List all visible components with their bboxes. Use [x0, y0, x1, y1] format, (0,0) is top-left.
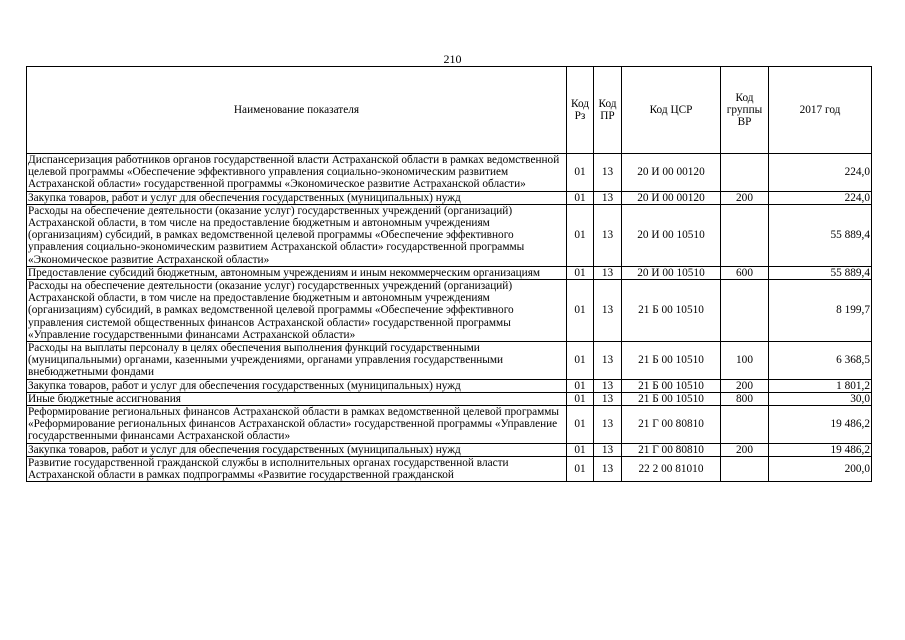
table-row	[27, 204, 872, 266]
table-row	[27, 379, 872, 392]
row-pr-cell: 13	[594, 191, 622, 204]
row-amount-cell: 224,0	[769, 191, 872, 204]
row-name-cell: Закупка товаров, работ и услуг для обеспечения государственных (муниципальных) нужд	[27, 379, 567, 392]
header-pr: Код ПР	[594, 67, 622, 154]
row-amount-cell: 55 889,4	[769, 204, 872, 266]
row-vr-cell	[721, 204, 769, 266]
row-name-cell: Закупка товаров, работ и услуг для обеспечения государственных (муниципальных) нужд	[27, 191, 567, 204]
row-csr-cell: 20 И 00 00120	[622, 191, 721, 204]
row-amount-cell: 55 889,4	[769, 266, 872, 279]
row-pr-cell: 13	[594, 443, 622, 456]
row-csr-cell: 21 Г 00 80810	[622, 443, 721, 456]
row-vr-cell	[721, 406, 769, 444]
table-row	[27, 392, 872, 405]
row-pr-cell: 13	[594, 280, 622, 342]
row-name-cell: Диспансеризация работников органов государственной власти Астраханской области в рамках ведомственной целевой программы «Обеспечение эффективного управления социально-экономическим развитием Астраханской области» государственной программы «Экономическое развитие Астраханской области»	[27, 154, 567, 192]
budget-table	[26, 66, 872, 482]
table-header-row	[27, 67, 872, 154]
row-vr-cell	[721, 280, 769, 342]
row-rz-cell: 01	[567, 406, 594, 444]
row-pr-cell: 13	[594, 456, 622, 481]
header-rz: Код Рз	[567, 67, 594, 154]
row-vr-cell	[721, 154, 769, 192]
row-rz-cell: 01	[567, 456, 594, 481]
row-csr-cell: 21 Б 00 10510	[622, 379, 721, 392]
row-amount-cell: 30,0	[769, 392, 872, 405]
row-amount-cell: 224,0	[769, 154, 872, 192]
row-name-cell: Расходы на выплаты персоналу в целях обеспечения выполнения функций государственными (муниципальными) органами, казенными учреждениями, органами управления государственными внебюджетными фондами	[27, 342, 567, 380]
header-csr: Код ЦСР	[622, 67, 721, 154]
row-rz-cell: 01	[567, 154, 594, 192]
row-rz-cell: 01	[567, 191, 594, 204]
row-rz-cell: 01	[567, 280, 594, 342]
row-name-cell: Иные бюджетные ассигнования	[27, 392, 567, 405]
row-amount-cell: 6 368,5	[769, 342, 872, 380]
row-pr-cell: 13	[594, 406, 622, 444]
row-rz-cell: 01	[567, 342, 594, 380]
table-row	[27, 443, 872, 456]
row-name-cell: Расходы на обеспечение деятельности (оказание услуг) государственных учреждений (организаций) Астраханской области, в том числе на предоставление бюджетным и автономным учреждениям (организациям) субсидий, в рамках ведомственной целевой программы «Обеспечение эффективного управления социально-экономическим развитием Астраханской области» государственной программы «Экономическое развитие Астраханской области»	[27, 204, 567, 266]
row-csr-cell: 21 Б 00 10510	[622, 342, 721, 380]
row-name-cell: Расходы на обеспечение деятельности (оказание услуг) государственных учреждений (организаций) Астраханской области, в том числе на предоставление бюджетным и автономным учреждениям (организациям) субсидий, в рамках ведомственной целевой программы «Обеспечение эффективного управления системой общественных финансов Астраханской области» государственной программы «Управление государственными финансами Астраханской области»	[27, 280, 567, 342]
row-csr-cell: 21 Б 00 10510	[622, 392, 721, 405]
row-amount-cell: 19 486,2	[769, 406, 872, 444]
row-pr-cell: 13	[594, 392, 622, 405]
row-vr-cell: 100	[721, 342, 769, 380]
row-vr-cell	[721, 456, 769, 481]
row-rz-cell: 01	[567, 392, 594, 405]
row-csr-cell: 21 Б 00 10510	[622, 280, 721, 342]
row-pr-cell: 13	[594, 342, 622, 380]
table-row	[27, 191, 872, 204]
row-pr-cell: 13	[594, 154, 622, 192]
row-vr-cell: 600	[721, 266, 769, 279]
row-amount-cell: 19 486,2	[769, 443, 872, 456]
table-row	[27, 456, 872, 481]
row-amount-cell: 200,0	[769, 456, 872, 481]
row-vr-cell: 800	[721, 392, 769, 405]
row-vr-cell: 200	[721, 191, 769, 204]
table-row	[27, 406, 872, 444]
row-rz-cell: 01	[567, 204, 594, 266]
row-pr-cell: 13	[594, 379, 622, 392]
row-amount-cell: 8 199,7	[769, 280, 872, 342]
row-name-cell: Реформирование региональных финансов Астраханской области в рамках ведомственной целевой программы «Реформирование региональных финансов Астраханской области» государственной программы «Управление государственными финансами Астраханской области»	[27, 406, 567, 444]
header-vr: Код группы ВР	[721, 67, 769, 154]
page-number: 210	[443, 52, 462, 66]
row-vr-cell: 200	[721, 379, 769, 392]
table-row	[27, 154, 872, 192]
row-csr-cell: 20 И 00 10510	[622, 204, 721, 266]
row-name-cell: Предоставление субсидий бюджетным, автономным учреждениям и иным некоммерческим организациям	[27, 266, 567, 279]
row-csr-cell: 21 Г 00 80810	[622, 406, 721, 444]
row-name-cell: Закупка товаров, работ и услуг для обеспечения государственных (муниципальных) нужд	[27, 443, 567, 456]
header-year: 2017 год	[769, 67, 872, 154]
row-csr-cell: 20 И 00 00120	[622, 154, 721, 192]
row-csr-cell: 22 2 00 81010	[622, 456, 721, 481]
row-amount-cell: 1 801,2	[769, 379, 872, 392]
row-pr-cell: 13	[594, 266, 622, 279]
row-rz-cell: 01	[567, 379, 594, 392]
row-name-cell: Развитие государственной гражданской службы в исполнительных органах государственной власти Астраханской области в рамках подпрограммы «Развитие государственной гражданской	[27, 456, 567, 481]
row-rz-cell: 01	[567, 443, 594, 456]
row-vr-cell: 200	[721, 443, 769, 456]
table-row	[27, 342, 872, 380]
table-row	[27, 280, 872, 342]
row-rz-cell: 01	[567, 266, 594, 279]
header-name: Наименование показателя	[27, 67, 567, 154]
table-row	[27, 266, 872, 279]
row-pr-cell: 13	[594, 204, 622, 266]
row-csr-cell: 20 И 00 10510	[622, 266, 721, 279]
